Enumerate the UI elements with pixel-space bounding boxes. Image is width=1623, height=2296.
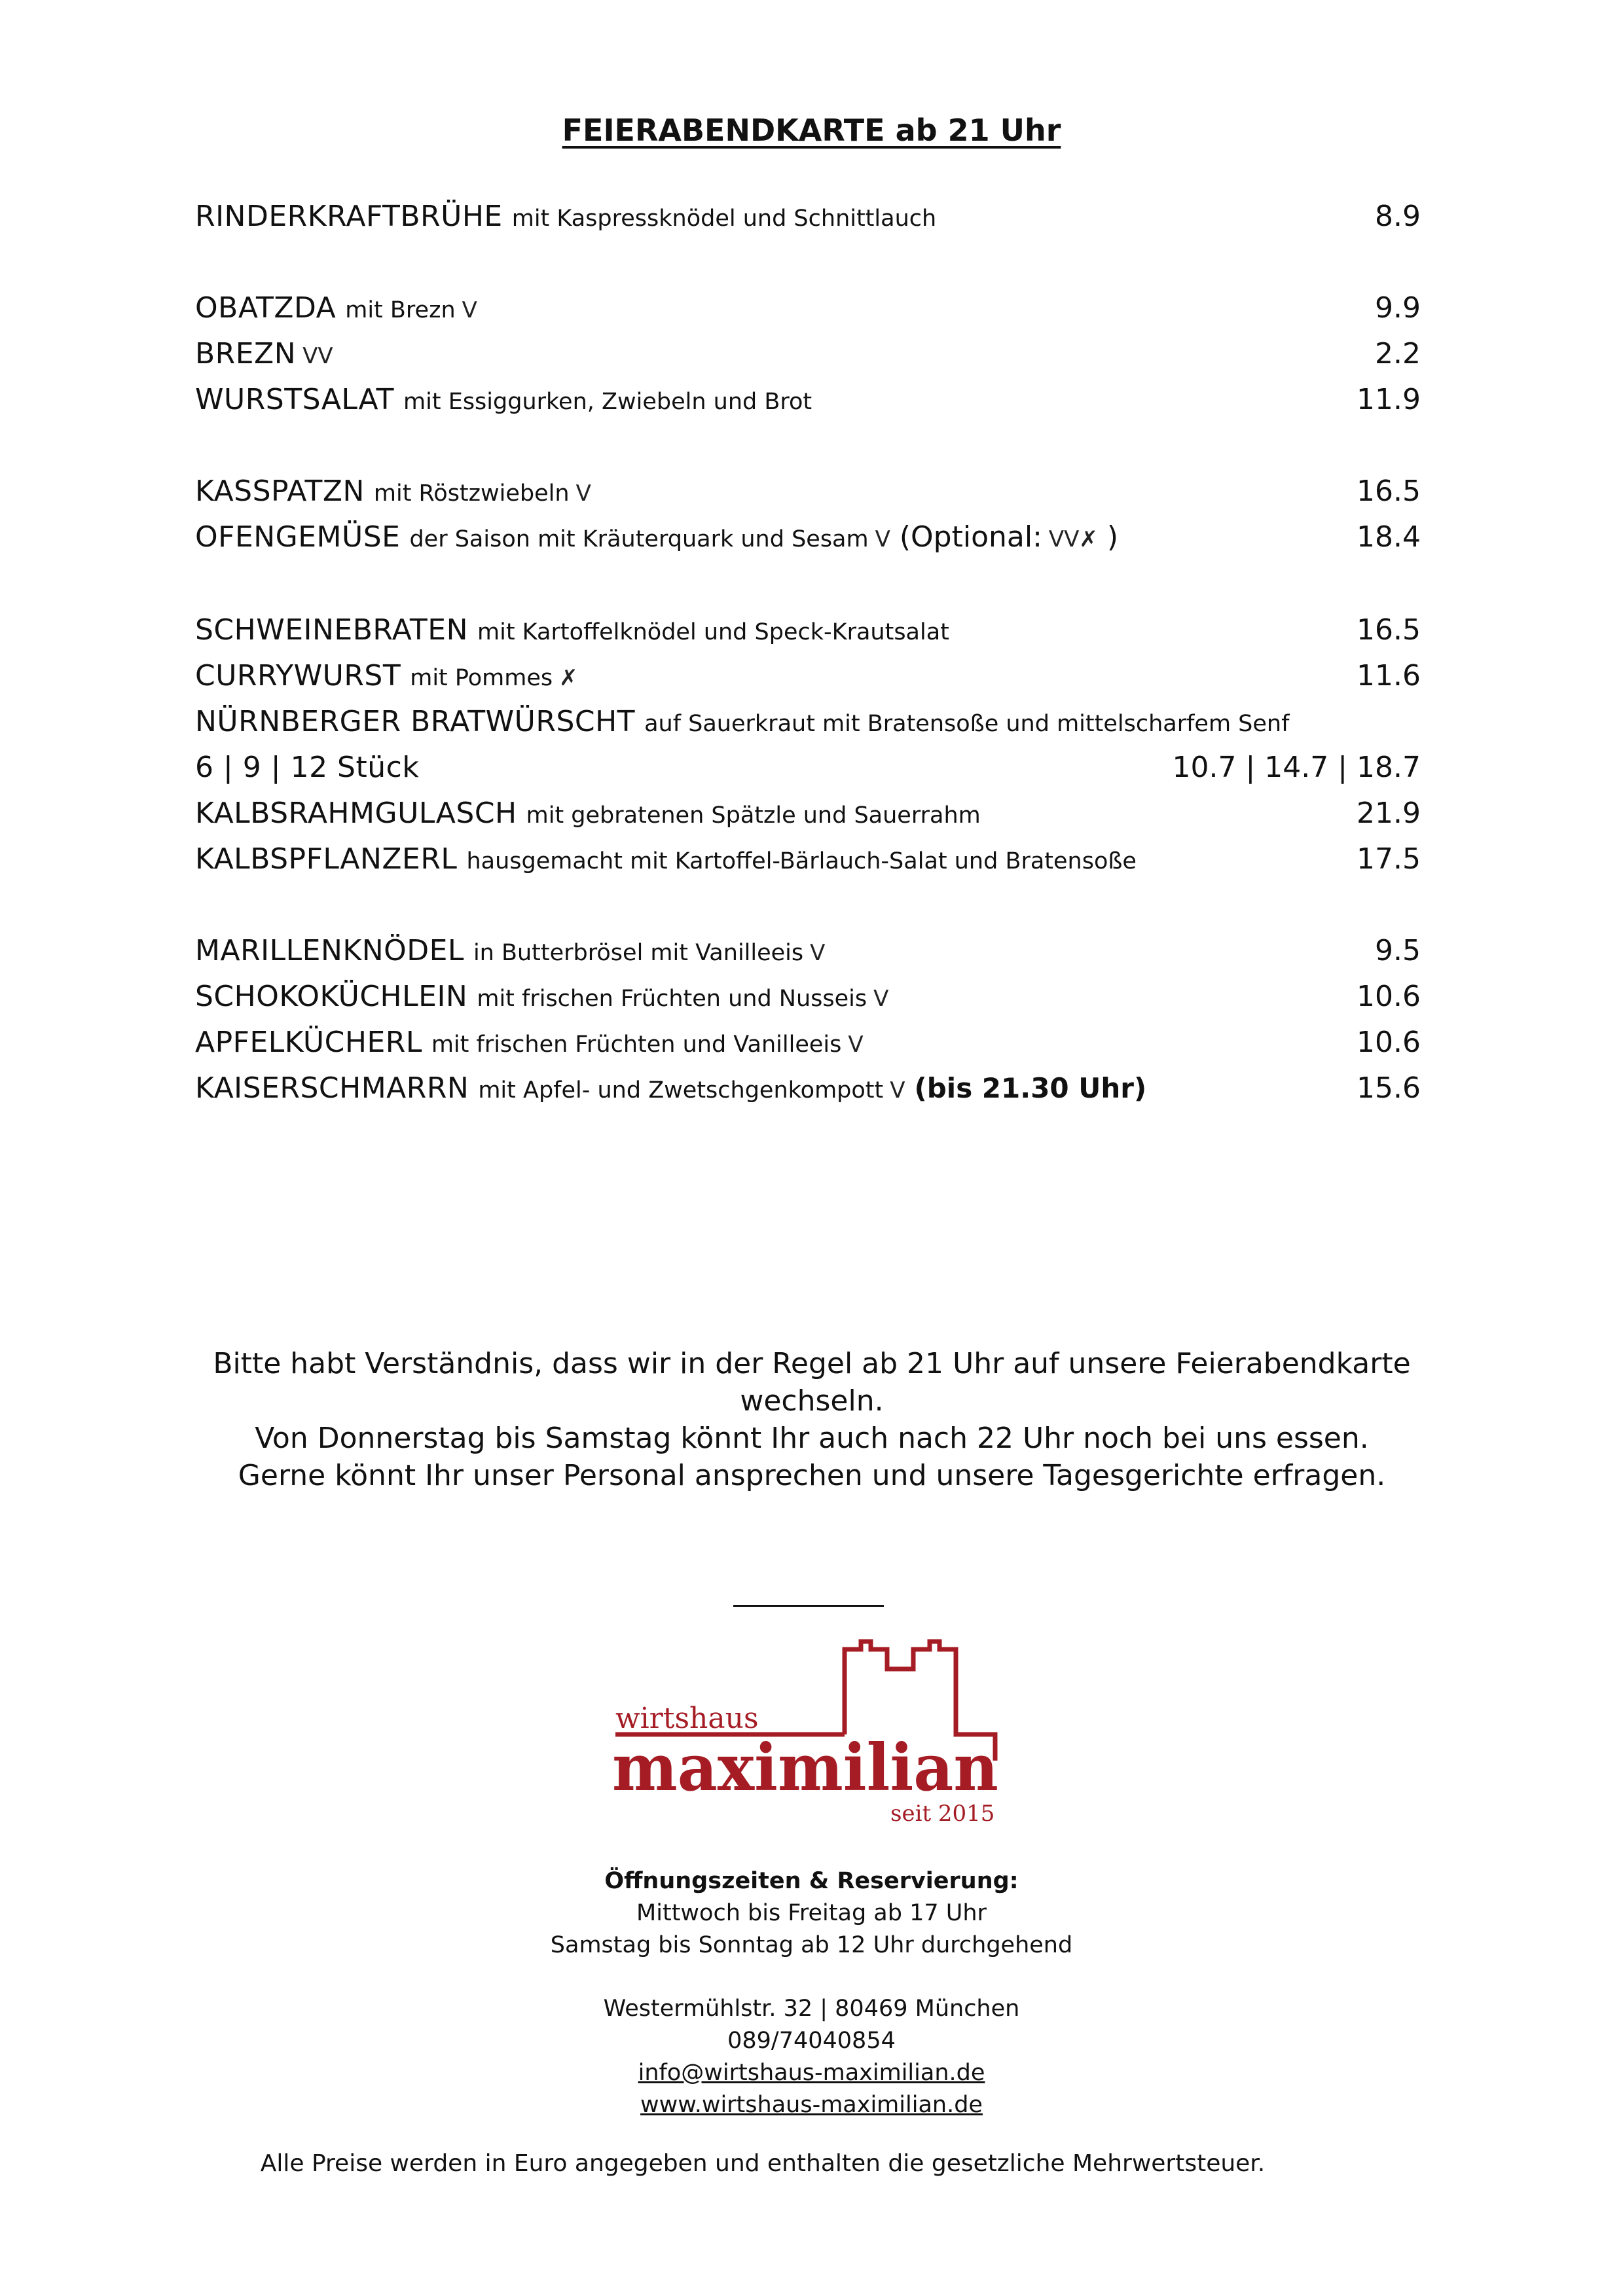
menu-item bbox=[195, 842, 1421, 882]
diet-symbol-icon: V bbox=[462, 297, 477, 323]
menu-item bbox=[195, 520, 1421, 560]
notice-text bbox=[196, 1345, 1427, 1494]
menu-item bbox=[195, 383, 1421, 422]
menu-item-price: 17.5 bbox=[1357, 842, 1421, 876]
logo-main-text: maximilian bbox=[612, 1731, 998, 1806]
menu-item-name: OBATZDA bbox=[195, 291, 337, 325]
menu-item-price: 9.5 bbox=[1375, 934, 1421, 967]
diet-symbol-icon: ✗ bbox=[559, 665, 578, 691]
menu-item-name: APFELKÜCHERL bbox=[195, 1026, 422, 1059]
divider bbox=[733, 1605, 884, 1607]
diet-symbol-icon: V bbox=[875, 526, 890, 552]
menu-item bbox=[195, 337, 1421, 376]
menu-item bbox=[195, 705, 1421, 744]
menu-item bbox=[195, 797, 1421, 836]
notice-line: wechseln. bbox=[740, 1384, 884, 1418]
notice-line: Bitte habt Verständnis, dass wir in der Regel ab 21 Uhr auf unsere Feierabendkarte bbox=[213, 1347, 1411, 1380]
menu-item-note: (bis 21.30 Uhr) bbox=[914, 1072, 1147, 1104]
logo-since-text: seit 2015 bbox=[890, 1801, 995, 1827]
menu-item-name: SCHWEINEBRATEN bbox=[195, 613, 468, 647]
menu-title: FEIERABENDKARTE ab 21 Uhr bbox=[562, 113, 1061, 148]
menu-item-description: mit Brezn bbox=[345, 297, 456, 323]
menu-item-description: mit frischen Früchten und Nusseis bbox=[477, 986, 867, 1012]
hours-line: Mittwoch bis Freitag ab 17 Uhr bbox=[636, 1900, 987, 1926]
menu-item-description: mit frischen Früchten und Vanilleeis bbox=[431, 1031, 842, 1058]
menu-item-price: 9.9 bbox=[1375, 291, 1421, 325]
menu-item-description: mit Apfel- und Zwetschgenkompott bbox=[478, 1077, 884, 1103]
menu-item bbox=[195, 751, 1421, 790]
menu-item bbox=[195, 1026, 1421, 1065]
hours-line: Samstag bis Sonntag ab 12 Uhr durchgehend bbox=[550, 1932, 1073, 1958]
menu-item-price: 2.2 bbox=[1375, 337, 1421, 370]
menu-item-price: 16.5 bbox=[1357, 475, 1421, 508]
menu-item-name: KASSPATZN bbox=[195, 475, 365, 508]
menu-item-name: BREZN bbox=[195, 337, 297, 370]
menu-item-name: OFENGEMÜSE bbox=[195, 520, 401, 554]
menu-item-description: mit Röstzwiebeln bbox=[373, 480, 570, 507]
restaurant-logo bbox=[609, 1636, 1015, 1833]
menu-item-price: 15.6 bbox=[1357, 1071, 1421, 1105]
menu-item-description: mit Kaspressknödel und Schnittlauch bbox=[511, 206, 937, 232]
menu-item-description: auf Sauerkraut mit Bratensoße und mittelscharfem Senf bbox=[644, 711, 1290, 737]
notice-line: Gerne könnt Ihr unser Personal ansprechen und unsere Tagesgerichte erfragen. bbox=[238, 1459, 1386, 1492]
menu-item-price: 16.5 bbox=[1357, 613, 1421, 647]
phone: 089/74040854 bbox=[727, 2028, 896, 2054]
optional-close: ) bbox=[1106, 520, 1119, 554]
menu-item bbox=[195, 475, 1421, 514]
price-footnote: Alle Preise werden in Euro angegeben und enthalten die gesetzliche Mehrwertsteuer. bbox=[260, 2150, 1266, 2177]
menu-item bbox=[195, 613, 1421, 653]
notice-line: Von Donnerstag bis Samstag könnt Ihr auch nach 22 Uhr noch bei uns essen. bbox=[255, 1422, 1369, 1455]
menu-item-description: mit Essiggurken, Zwiebeln und Brot bbox=[403, 389, 812, 415]
menu-item-name: RINDERKRAFTBRÜHE bbox=[195, 200, 503, 233]
contact-info bbox=[0, 1865, 1623, 2121]
logo-small-text: wirtshaus bbox=[615, 1702, 759, 1735]
menu-item-price: 11.6 bbox=[1357, 659, 1421, 692]
menu-item-name: SCHOKOKÜCHLEIN bbox=[195, 980, 468, 1013]
diet-symbol-icon: VV✗ bbox=[1048, 526, 1098, 552]
menu-item-price: 8.9 bbox=[1375, 200, 1421, 233]
menu-item-name: CURRYWURST bbox=[195, 659, 401, 692]
menu-item bbox=[195, 200, 1421, 239]
menu-item-name: 6 | 9 | 12 Stück bbox=[195, 751, 420, 784]
diet-symbol-icon: VV bbox=[302, 343, 333, 369]
menu-item-description: mit Kartoffelknödel und Speck-Krautsalat bbox=[477, 619, 949, 645]
menu-item-description: mit Pommes bbox=[410, 665, 553, 691]
address: Westermühlstr. 32 | 80469 München bbox=[603, 1996, 1020, 2022]
menu-item-description: hausgemacht mit Kartoffel-Bärlauch-Salat und Bratensoße bbox=[466, 848, 1137, 874]
menu-item bbox=[195, 980, 1421, 1019]
menu-item-name: WURSTSALAT bbox=[195, 383, 395, 416]
menu-item-description: der Saison mit Kräuterquark und Sesam bbox=[409, 526, 869, 552]
diet-symbol-icon: V bbox=[890, 1077, 905, 1103]
diet-symbol-icon: V bbox=[848, 1031, 864, 1058]
menu-item bbox=[195, 934, 1421, 973]
menu-item bbox=[195, 659, 1421, 698]
email-link[interactable]: info@wirtshaus-maximilian.de bbox=[638, 2060, 985, 2086]
menu-item-name: KALBSRAHMGULASCH bbox=[195, 797, 517, 830]
menu-item-name: NÜRNBERGER BRATWÜRSCHT bbox=[195, 705, 636, 738]
menu-item-price: 18.4 bbox=[1357, 520, 1421, 554]
menu-item-price: 10.6 bbox=[1357, 980, 1421, 1013]
website-link[interactable]: www.wirtshaus-maximilian.de bbox=[640, 2092, 983, 2118]
menu-item bbox=[195, 1071, 1421, 1111]
menu-item-name: MARILLENKNÖDEL bbox=[195, 934, 464, 967]
menu-item-name: KALBSPFLANZERL bbox=[195, 842, 458, 876]
menu-item-price: 10.7 | 14.7 | 18.7 bbox=[1172, 751, 1421, 784]
menu-item-price: 10.6 bbox=[1357, 1026, 1421, 1059]
menu-item-price: 21.9 bbox=[1357, 797, 1421, 830]
menu-item bbox=[195, 291, 1421, 331]
diet-symbol-icon: V bbox=[575, 480, 591, 507]
menu-item-price: 11.9 bbox=[1357, 383, 1421, 416]
menu-item-description: in Butterbrösel mit Vanilleeis bbox=[473, 940, 804, 966]
menu-item-name: KAISERSCHMARRN bbox=[195, 1071, 469, 1105]
hours-heading: Öffnungszeiten & Reservierung: bbox=[604, 1868, 1019, 1894]
diet-symbol-icon: V bbox=[873, 986, 889, 1012]
optional-label: (Optional: bbox=[899, 520, 1042, 554]
diet-symbol-icon: V bbox=[810, 940, 826, 966]
menu-item-description: mit gebratenen Spätzle und Sauerrahm bbox=[526, 802, 981, 829]
